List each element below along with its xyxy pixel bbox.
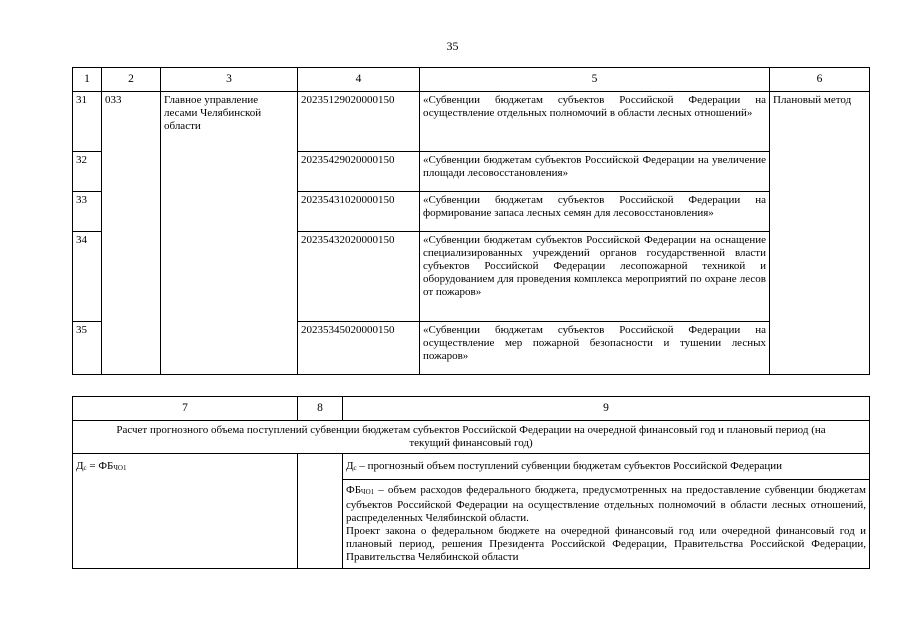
table-row: [73, 454, 870, 480]
admin-name: Главное управление лесами Челябинской области: [161, 92, 298, 375]
column-header: 2: [102, 68, 161, 92]
row-number: 31: [73, 92, 102, 152]
revenue-description: «Субвенции бюджетам субъектов Российской Федерации на осуществление мер пожарной безопасности и тушении лесных пожаров»: [420, 322, 770, 375]
budget-code: 20235432020000150: [298, 232, 420, 322]
column-header: 8: [298, 397, 343, 421]
column-header: 9: [343, 397, 870, 421]
row-number: 34: [73, 232, 102, 322]
column-header: 4: [298, 68, 420, 92]
revenue-description: «Субвенции бюджетам субъектов Российской Федерации на увеличение площади лесовосстановления»: [420, 152, 770, 192]
budget-code: 20235345020000150: [298, 322, 420, 375]
column-header: 6: [770, 68, 870, 92]
revenue-description: «Субвенции бюджетам субъектов Российской Федерации на оснащение специализированных учреждений органов государственной власти субъектов Российской Федерации лесопожарной техникой и оборудованием для проведения комплекса мероприятий по охране лесов от пожаров»: [420, 232, 770, 322]
section-title-row: [73, 421, 870, 454]
budget-code: 20235431020000150: [298, 192, 420, 232]
column-header: 3: [161, 68, 298, 92]
formula-cell: [73, 454, 298, 569]
budget-code: 20235129020000150: [298, 92, 420, 152]
definition-dc: Дс – прогнозный объем поступлений субвенции бюджетам субъектов Российской Федерации: [343, 454, 870, 480]
admin-code: 033: [102, 92, 161, 375]
row-number: 35: [73, 322, 102, 375]
definition-fb-cell: [343, 480, 870, 569]
section-title: Расчет прогнозного объема поступлений субвенции бюджетам субъектов Российской Федерации на очередной финансовый год и плановый период (на текущий финансовый год): [73, 421, 870, 454]
definition-fb: ФБЧО1 – объем расходов федерального бюджета, предусмотренных на предоставление субвенции бюджетам субъектов Российской Федерации на осуществление отдельных полномочий в области лесных отношений, распределенных Челябинской области.: [346, 484, 866, 524]
table-header-row: [73, 68, 870, 92]
column-header: 5: [420, 68, 770, 92]
forecast-method: Плановый метод: [770, 92, 870, 375]
row-number: 33: [73, 192, 102, 232]
page-number: 35: [446, 39, 459, 53]
table-header-row: [73, 397, 870, 421]
forecast-calculation-table: [72, 396, 870, 569]
revenue-description: «Субвенции бюджетам субъектов Российской Федерации на осуществление отдельных полномочий в области лесных отношений»: [420, 92, 770, 152]
formula: Дс = ФБЧО1: [76, 460, 127, 472]
budget-code: 20235429020000150: [298, 152, 420, 192]
revenue-codes-table: [72, 67, 870, 375]
revenue-description: «Субвенции бюджетам субъектов Российской Федерации на формирование запаса лесных семян для лесовосстановления»: [420, 192, 770, 232]
empty-cell: [298, 454, 343, 569]
data-source: Проект закона о федеральном бюджете на очередной финансовый год или очередной финансовый год и плановый период, решения Президента Российской Федерации, Правительства Российской Федерации, Правительства Челябинской области: [346, 525, 866, 563]
table-row: [73, 92, 870, 152]
row-number: 32: [73, 152, 102, 192]
column-header: 1: [73, 68, 102, 92]
column-header: 7: [73, 397, 298, 421]
